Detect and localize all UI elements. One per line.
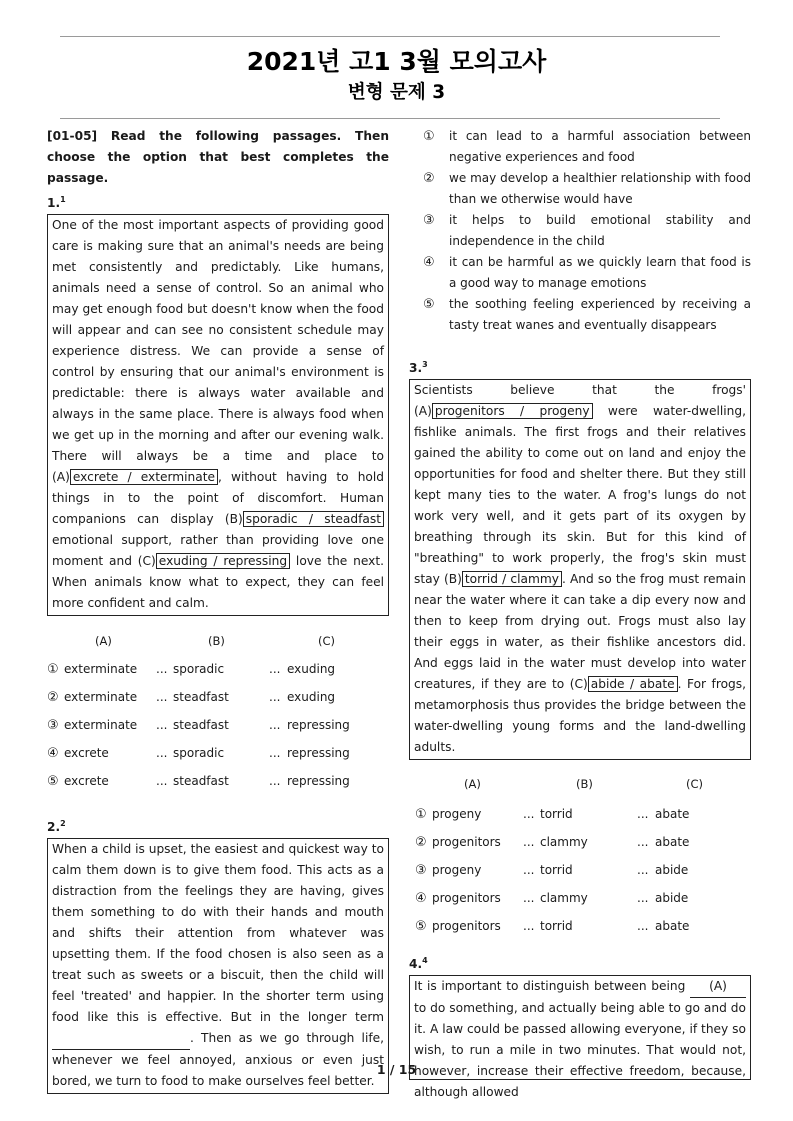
q3-choice-box-b: torrid / clammy [462,571,562,587]
option-a: excrete [64,746,109,761]
dots: ... [637,863,649,878]
question-2-number: 2.$^2$ [47,819,66,835]
dots: ... [269,774,281,789]
question-1-passage: One of the most important aspects of providing good care is making sure that an animal's needs are being met consistently and predictably. Like humans, animals need a sense of control. So an animal who may get enough food but doesn't know when the food will appear and can see no consistent schedule may experience distress. We can provide a sense of control by ensuring that our animal's environment is predictable: there is always water available and always in the same place. There is always food when we get up in the morning and after our evening walk. There will always be a time and place to (A) excrete / exterminate , without having to hold things in to the point of discomfort. Human companions can display (B) sporadic / steadfast emotional support, rather than providing love one moment and (C) exuding / repressing love the next. When animals know what to expect, they can feel more confident and calm. [47,214,389,616]
option-a: progenitors [432,891,501,906]
option-number: ② [423,171,435,186]
q3-option-4[interactable] [409,888,751,916]
option-number: ① [47,662,59,678]
q2-option-2[interactable] [423,168,751,210]
page-subtitle: 변형 문제 3 [347,82,446,103]
q1-option-1[interactable] [47,659,389,687]
option-b: steadfast [173,718,229,733]
option-number: ③ [47,718,59,734]
option-a: progeny [432,863,482,878]
option-b: clammy [540,835,588,850]
question-2-passage: When a child is upset, the easiest and quickest way to calm them down is to give them food. This acts as a distraction from the feelings they are having, gives them something to do with their hands and mouth and shifts their attention from whatever was upsetting them. If the food chosen is also seen as a treat such as sweets or a biscuit, then the child will feel 'treated' and happier. In the shorter term using food like this is effective. But in the longer term . Then as we go through life, whenever we feel annoyed, anxious or even just bored, we turn to food to make ourselves feel better. [47,838,389,1094]
dots: ... [523,863,535,878]
option-number: ① [423,129,435,144]
q3-choice-box-a: progenitors / progeny [432,403,593,419]
option-b: sporadic [173,746,225,761]
option-b: torrid [540,863,573,878]
dots: ... [156,746,168,761]
option-b: sporadic [173,662,225,677]
q3-option-5[interactable] [409,916,751,944]
dots: ... [269,662,281,677]
option-b: steadfast [173,690,229,705]
option-c: abide [655,863,689,878]
dots: ... [156,690,168,705]
option-a: exterminate [64,662,138,677]
dots: ... [269,690,281,705]
q3-option-1[interactable] [409,804,751,832]
question-4-number: 4.$^4$ [409,956,428,972]
q3-option-2[interactable] [409,832,751,860]
dots: ... [523,891,535,906]
option-number: ④ [47,746,59,762]
option-c: exuding [287,690,336,705]
option-text: it can lead to a harmful association between negative experiences and food [449,129,751,164]
page-number: 1 / 15 [376,1062,417,1077]
dots: ... [156,774,168,789]
option-c: abide [655,891,689,906]
option-a: exterminate [64,718,138,733]
option-c: exuding [287,662,336,677]
q2-option-3[interactable] [423,210,751,252]
option-text: we may develop a healthier relationship with food than we otherwise would have [449,171,751,206]
question-3-passage: Scientists believe that the frogs' (A) progenitors / progeny were water-dwelling, fishlike animals. The first frogs and their relatives gained the ability to come out on land and enjoy the opportunities for food and shelter there. But they still kept many ties to the water. A frog's lungs do not work very well, and it gets part of its oxygen by breathing through its skin. But for this kind of "breathing" to work properly, the frog's skin must stay (B) torrid / clammy . And so the frog must remain near the water where it can take a dip every now and then to keep from drying out. Frogs must also lay their eggs in water, as their fishlike ancestors did. And eggs laid in the water must develop into water creatures, if they are to (C) abide / abate . For frogs, metamorphosis thus provides the bridge between the water-dwelling young forms and the land-dwelling adults. [409,379,751,760]
q1-option-3[interactable] [47,715,389,743]
option-c: abate [655,807,690,822]
left-column [47,126,389,1094]
q1-options [47,659,389,799]
dots: ... [523,919,535,934]
dots: ... [523,807,535,822]
option-number: ③ [423,213,435,228]
option-number: ③ [415,863,427,879]
dots: ... [637,835,649,850]
option-number: ⑤ [415,919,427,935]
right-column [409,126,751,1100]
option-text: it can be harmful as we quickly learn that food is a good way to manage emotions [449,255,751,290]
dots: ... [523,835,535,850]
option-number: ② [47,690,59,706]
q2-option-5[interactable] [423,294,751,336]
option-b: clammy [540,891,588,906]
q1-choice-box-a: excrete / exterminate [70,469,218,485]
dots: ... [637,807,649,822]
page-title: 2021년 고1 3월 모의고사 [246,47,547,76]
option-number: ② [415,835,427,851]
q1-option-4[interactable] [47,743,389,771]
option-number: ⑤ [47,774,59,790]
option-c: abate [655,919,690,934]
q3-options [409,804,751,944]
q2-answer-blank [52,1028,190,1050]
option-c: repressing [287,718,350,733]
q3-choice-box-c: abide / abate [588,676,678,692]
option-a: excrete [64,774,109,789]
option-c: repressing [287,746,350,761]
dots: ... [637,891,649,906]
q2-options [409,126,751,336]
option-number: ⑤ [423,297,435,312]
q3-options-header: (A) (B) (C) [464,777,704,792]
option-a: progenitors [432,919,501,934]
option-a: progeny [432,807,482,822]
q1-choice-box-b: sporadic / steadfast [243,511,384,527]
q1-options-header: (A) (B) (C) [95,634,336,649]
option-text: it helps to build emotional stability and independence in the child [449,213,751,248]
dots: ... [637,919,649,934]
q2-option-4[interactable] [423,252,751,294]
option-c: repressing [287,774,350,789]
top-rule [60,36,720,37]
option-number: ④ [415,891,427,907]
option-text: the soothing feeling experienced by receiving a tasty treat wanes and eventually disappears [449,297,751,332]
dots: ... [156,718,168,733]
question-4-passage: It is important to distinguish between being (A) to do something, and actually being able to go and do it. A law could be passed allowing everyone, if they so wish, to run a mile in two minutes. That would not, however, increase their effective freedom, because, although allowed [409,975,751,1080]
dots: ... [156,662,168,677]
header-rule [60,118,720,119]
question-1-number: 1.$^1$ [47,195,66,211]
option-b: torrid [540,807,573,822]
option-number: ① [415,807,427,823]
q1-option-2[interactable] [47,687,389,715]
option-b: steadfast [173,774,229,789]
option-b: torrid [540,919,573,934]
instructions: [01-05] Read the following passages. Then choose the option that best completes the passage. [47,129,389,185]
question-3-number: 3.$^3$ [409,360,428,376]
q4-answer-blank-a: (A) [690,976,746,998]
option-number: ④ [423,255,435,270]
q2-option-1[interactable] [423,126,751,168]
q3-option-3[interactable] [409,860,751,888]
q1-option-5[interactable] [47,771,389,799]
dots: ... [269,746,281,761]
option-a: progenitors [432,835,501,850]
q1-choice-box-c: exuding / repressing [156,553,290,569]
option-c: abate [655,835,690,850]
dots: ... [269,718,281,733]
option-a: exterminate [64,690,138,705]
